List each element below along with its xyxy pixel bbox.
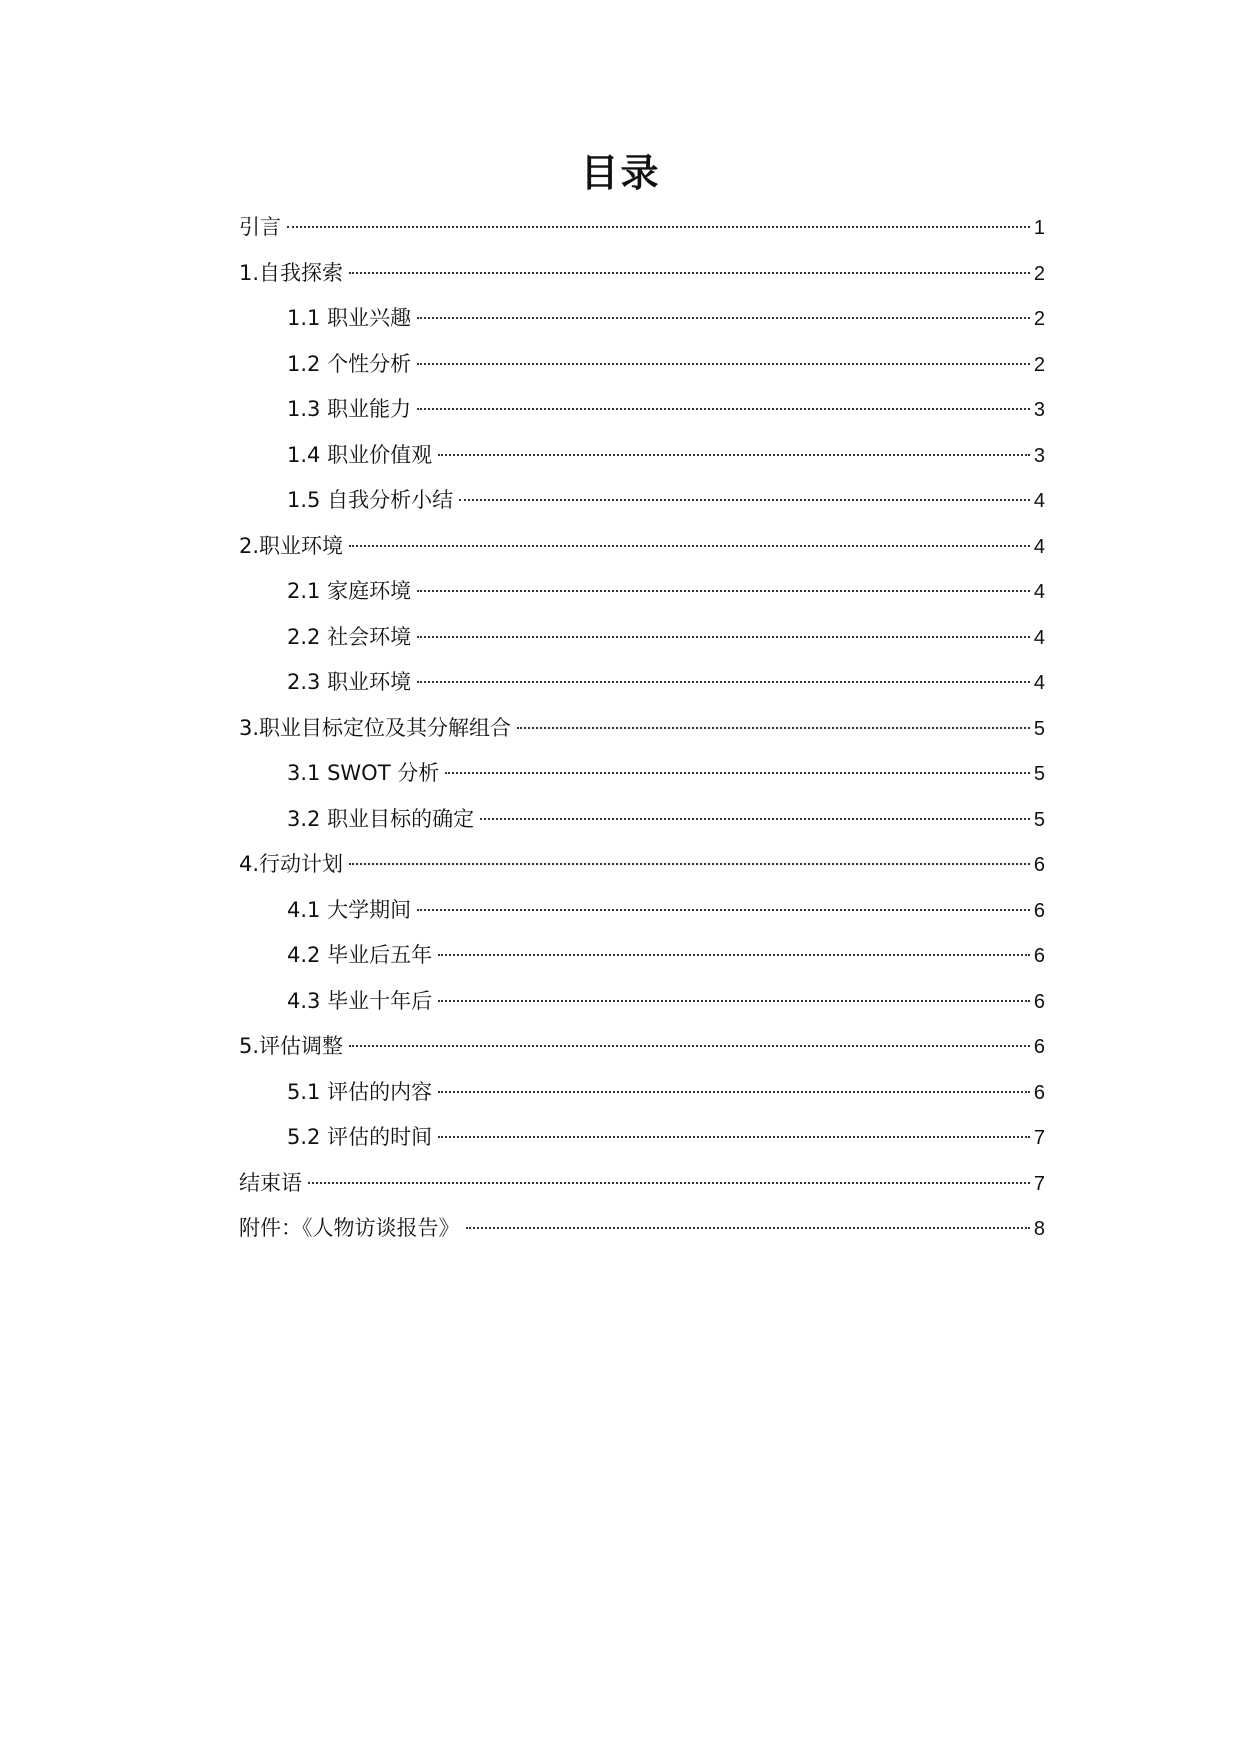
toc-entry[interactable]	[239, 933, 1045, 979]
toc-entry-label: 3.2 职业目标的确定	[287, 806, 475, 831]
toc-entry[interactable]	[239, 751, 1045, 797]
toc-entry[interactable]	[239, 1161, 1045, 1207]
toc-entry[interactable]	[239, 706, 1045, 752]
toc-dot-leader	[466, 1227, 1030, 1229]
toc-entry[interactable]	[239, 797, 1045, 843]
toc-dot-leader	[417, 363, 1030, 365]
toc-dot-leader	[308, 1182, 1030, 1184]
toc-page-number: 5	[1033, 717, 1045, 740]
toc-dot-leader	[417, 317, 1030, 319]
toc-entry-label: 2.职业环境	[239, 533, 344, 558]
toc-entry-label: 1.3 职业能力	[287, 397, 412, 421]
toc-entry[interactable]	[239, 524, 1045, 570]
toc-dot-leader	[438, 454, 1030, 456]
toc-page-number: 5	[1033, 763, 1045, 785]
toc-dot-leader	[445, 772, 1030, 774]
toc-entry-label: 5.2 评估的时间	[287, 1125, 433, 1149]
toc-page-number: 2	[1033, 308, 1045, 330]
toc-page-number: 6	[1033, 1081, 1045, 1104]
toc-dot-leader	[349, 272, 1030, 274]
toc-entry[interactable]	[239, 888, 1045, 934]
toc-page-number: 4	[1033, 672, 1045, 694]
toc-dot-leader	[417, 909, 1030, 911]
toc-entry-label: 1.5 自我分析小结	[287, 488, 454, 512]
toc-dot-leader	[349, 1045, 1030, 1047]
toc-entry-label: 3.职业目标定位及其分解组合	[239, 715, 512, 740]
toc-title: 目录	[580, 150, 661, 195]
toc-dot-leader	[459, 499, 1030, 501]
toc-page-number: 4	[1033, 535, 1045, 558]
toc-entry-label: 2.3 职业环境	[287, 670, 412, 694]
toc-page-number: 8	[1033, 1218, 1045, 1240]
toc-dot-leader	[480, 818, 1030, 820]
toc-entry-label: 1.1 职业兴趣	[287, 306, 412, 330]
toc-entry[interactable]	[239, 1024, 1045, 1070]
toc-entry-label: 2.2 社会环境	[287, 624, 412, 649]
toc-dot-leader	[417, 408, 1030, 410]
toc-dot-leader	[438, 954, 1030, 956]
toc-entry-label: 2.1 家庭环境	[287, 579, 412, 603]
toc-entry-label: 3.1 SWOT 分析	[287, 761, 440, 785]
toc-entry-label: 1.自我探索	[239, 260, 344, 285]
toc-entry[interactable]	[239, 296, 1045, 342]
toc-page-number: 2	[1033, 262, 1045, 285]
toc-entry-label: 1.4 职业价值观	[287, 442, 433, 467]
toc-page-number: 6	[1033, 854, 1045, 876]
toc-entry[interactable]	[239, 979, 1045, 1025]
toc-entry[interactable]	[239, 342, 1045, 388]
toc-entry[interactable]	[239, 660, 1045, 706]
table-of-contents	[239, 205, 1045, 1252]
toc-entry[interactable]	[239, 1070, 1045, 1116]
toc-dot-leader	[417, 590, 1030, 592]
toc-page-number: 6	[1033, 899, 1045, 922]
toc-dot-leader	[438, 1000, 1030, 1002]
toc-dot-leader	[438, 1091, 1030, 1093]
toc-dot-leader	[417, 681, 1030, 683]
toc-entry-label: 引言	[239, 215, 281, 239]
toc-entry-label: 5.评估调整	[239, 1034, 344, 1058]
toc-entry[interactable]	[239, 569, 1045, 615]
toc-entry[interactable]	[239, 433, 1045, 479]
toc-entry-label: 附件：《人物访谈报告》	[239, 1216, 460, 1240]
toc-page-number: 7	[1033, 1127, 1045, 1149]
toc-entry[interactable]	[239, 1115, 1045, 1161]
toc-page-number: 3	[1033, 399, 1045, 421]
toc-page-number: 4	[1033, 626, 1045, 649]
toc-entry-label: 4.2 毕业后五年	[287, 943, 433, 967]
toc-entry-label: 结束语	[239, 1170, 302, 1195]
toc-entry[interactable]	[239, 205, 1045, 251]
toc-page-number: 1	[1033, 217, 1045, 239]
toc-dot-leader	[438, 1136, 1030, 1138]
toc-dot-leader	[349, 863, 1030, 865]
toc-page-number: 6	[1033, 1036, 1045, 1058]
toc-page-number: 3	[1033, 444, 1045, 467]
toc-entry[interactable]	[239, 615, 1045, 661]
toc-entry[interactable]	[239, 478, 1045, 524]
toc-entry-label: 4.1 大学期间	[287, 897, 412, 922]
toc-page-number: 2	[1033, 353, 1045, 376]
toc-entry-label: 4.3 毕业十年后	[287, 988, 433, 1013]
toc-entry-label: 5.1 评估的内容	[287, 1079, 433, 1104]
toc-page-number: 4	[1033, 490, 1045, 512]
toc-entry-label: 1.2 个性分析	[287, 351, 412, 376]
toc-entry[interactable]	[239, 387, 1045, 433]
toc-entry[interactable]	[239, 842, 1045, 888]
toc-dot-leader	[287, 226, 1030, 228]
toc-page-number: 6	[1033, 945, 1045, 967]
toc-entry[interactable]	[239, 251, 1045, 297]
toc-page-number: 5	[1033, 808, 1045, 831]
toc-page-number: 7	[1033, 1172, 1045, 1195]
toc-page-number: 6	[1033, 990, 1045, 1013]
toc-dot-leader	[417, 636, 1030, 638]
toc-dot-leader	[517, 727, 1030, 729]
toc-entry-label: 4.行动计划	[239, 852, 344, 876]
toc-entry[interactable]	[239, 1206, 1045, 1252]
toc-page-number: 4	[1033, 581, 1045, 603]
toc-dot-leader	[349, 545, 1030, 547]
